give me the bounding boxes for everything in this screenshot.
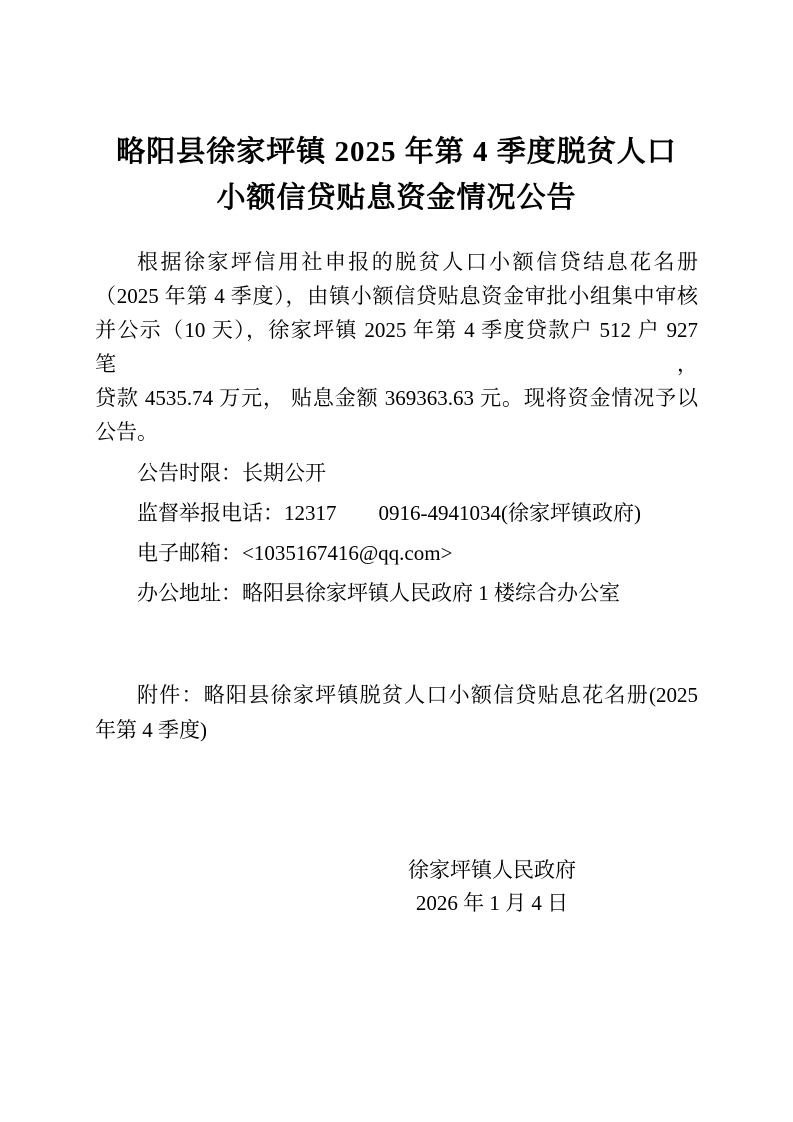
email-line: 电子邮箱：<1035167416@qq.com> — [137, 541, 453, 565]
notice-period-line: 公告时限：长期公开 — [137, 461, 326, 485]
office-address-line: 办公地址：略阳县徐家坪镇人民政府 1 楼综合办公室 — [137, 581, 620, 605]
attachment-note — [95, 678, 698, 748]
title-line-1: 略阳县徐家坪镇 2025 年第 4 季度脱贫人口 — [116, 136, 677, 168]
main-paragraph — [95, 245, 704, 449]
paragraph-line: 根据徐家坪信用社申报的脱贫人口小额信贷结息花名册 — [137, 250, 698, 274]
paragraph-line: 并公示（10 天），徐家坪镇 2025 年第 4 季度贷款户 512 户 927 笔， — [95, 318, 704, 376]
issuer-name: 徐家坪镇人民政府 — [408, 858, 576, 882]
paragraph-line: 贷款 4535.74 万元， 贴息金额 369363.63 元。现将资金情况予以 — [95, 386, 698, 410]
title-line-2: 小额信贷贴息资金情况公告 — [216, 182, 577, 214]
document-title — [95, 129, 698, 221]
document-content — [95, 0, 704, 920]
paragraph-line: （2025 年第 4 季度），由镇小额信贷贴息资金审批小组集中审核 — [95, 284, 698, 308]
report-hotline-line: 监督举报电话：12317 0916-4941034(徐家坪镇政府) — [137, 501, 641, 525]
contact-info-section — [95, 453, 698, 613]
issue-date: 2026 年 1 月 4 日 — [415, 891, 569, 915]
attachment-line: 附件：略阳县徐家坪镇脱贫人口小额信贷贴息花名册(2025 — [137, 683, 698, 707]
paragraph-line: 公告。 — [95, 420, 158, 444]
signature-block — [408, 854, 576, 920]
attachment-line: 年第 4 季度) — [95, 718, 207, 742]
